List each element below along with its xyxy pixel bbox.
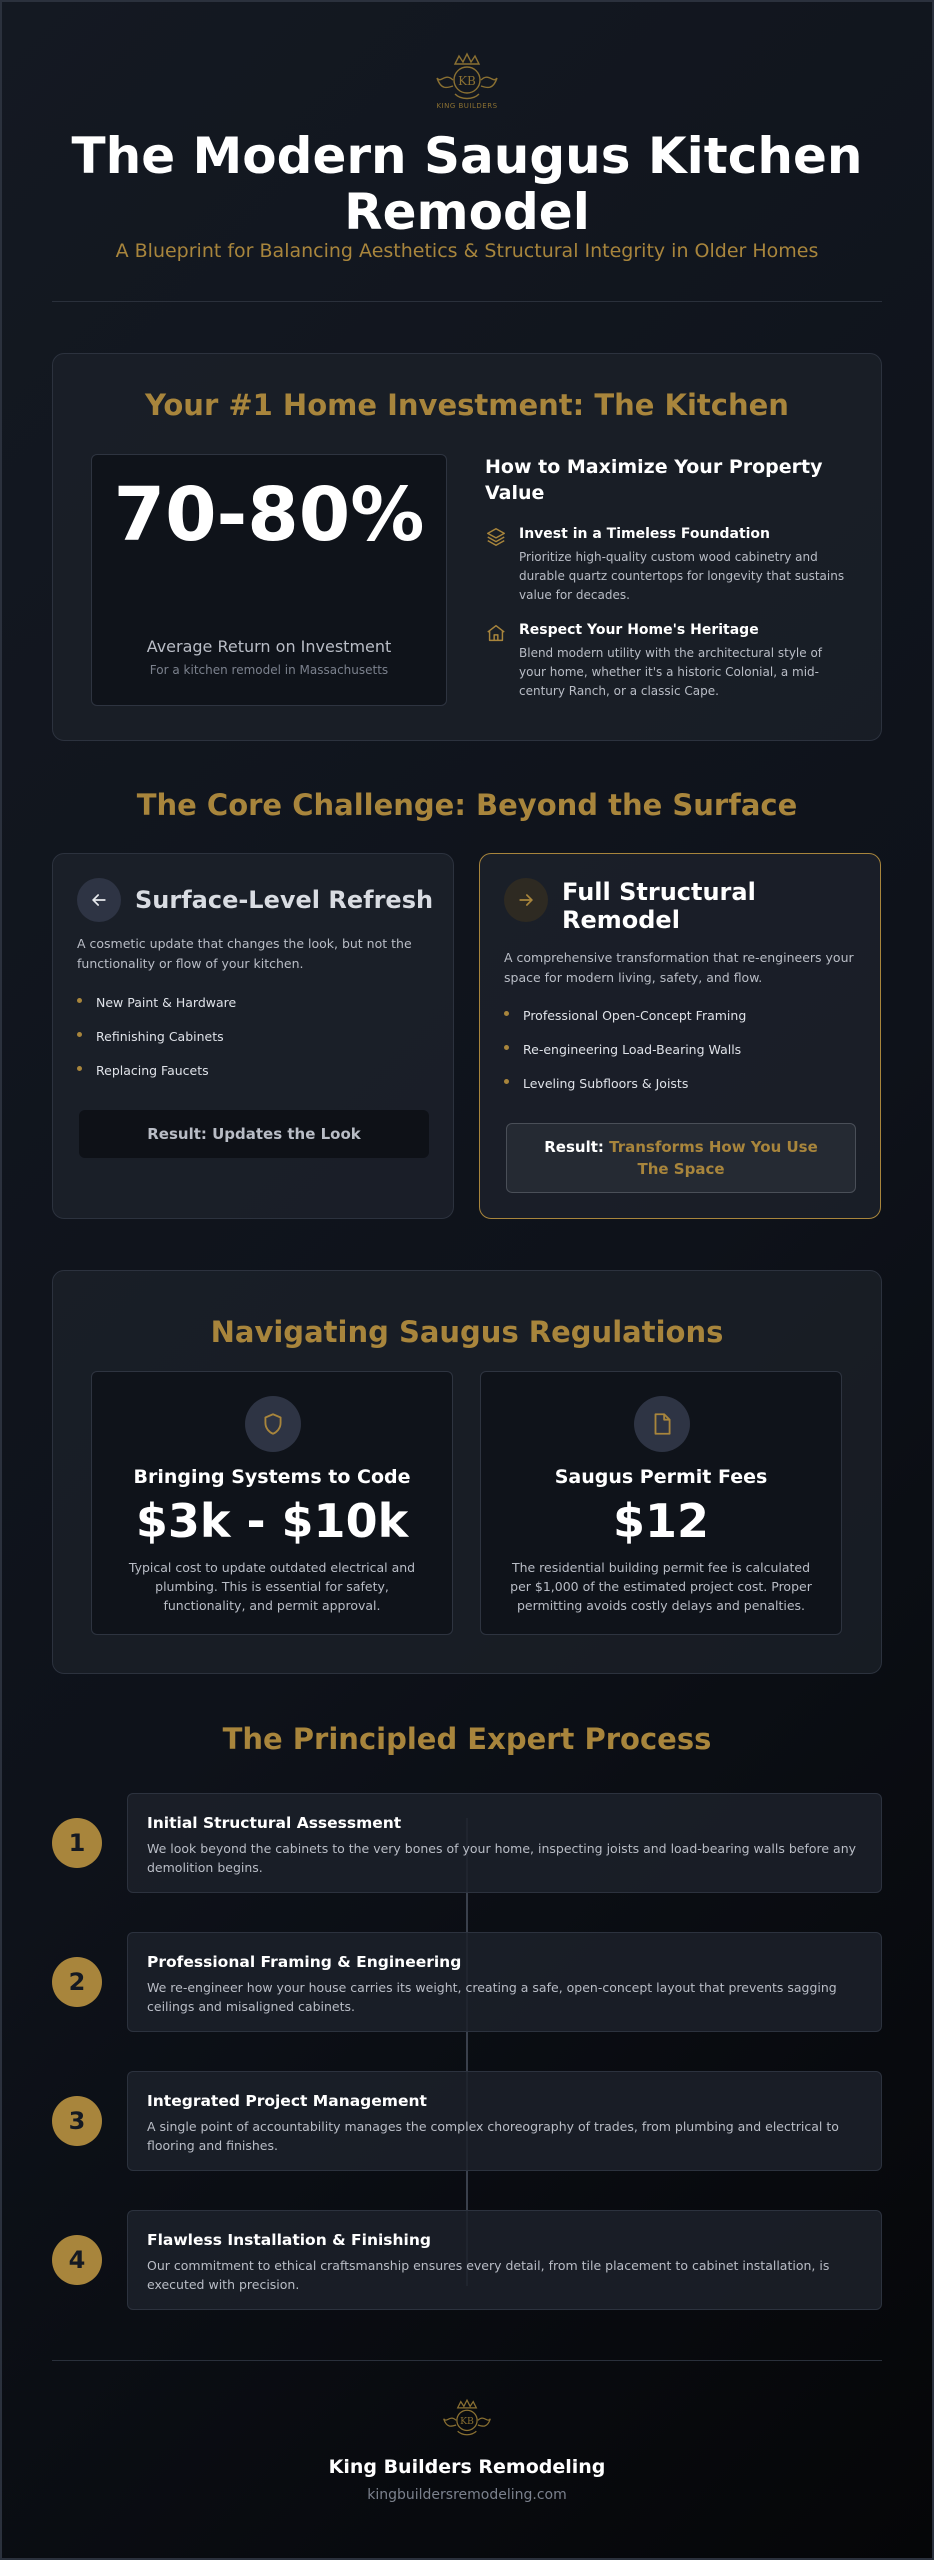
structural-remodel-title: Full Structural Remodel <box>562 878 756 934</box>
investment-title: Your #1 Home Investment: The Kitchen <box>145 388 789 422</box>
regulations-title: Navigating Saugus Regulations <box>210 1315 724 1349</box>
step-number: 2 <box>52 1957 102 2007</box>
step-title: Professional Framing & Engineering <box>147 1953 462 1971</box>
roi-stat-box <box>91 454 447 706</box>
step-desc: A single point of accountability manages the complex choreography of trades, from plumbing and electrical to flooring and finishes. <box>147 2119 839 2153</box>
list-item: Refinishing Cabinets <box>77 1029 224 1044</box>
challenge-title: The Core Challenge: Beyond the Surface <box>136 788 798 822</box>
permit-desc: The residential building permit fee is calculated per $1,000 of the estimated project cost. Proper permitting avoids costly delays and penalties. <box>510 1560 812 1613</box>
step-number: 1 <box>52 1818 102 1868</box>
arrow-right-icon <box>504 878 548 922</box>
roi-value: 70-80% <box>113 472 425 558</box>
structural-remodel-desc: A comprehensive transformation that re-engineers your space for modern living, safety, and flow. <box>504 950 854 985</box>
crown-crest-icon <box>439 2394 495 2442</box>
step-desc: We look beyond the cabinets to the very bones of your home, inspecting joists and load-bearing walls before any demolition begins. <box>147 1841 857 1875</box>
process-step <box>127 2210 882 2310</box>
code-cost-box <box>91 1371 453 1635</box>
svg-text:KB: KB <box>458 74 476 88</box>
permit-value: $12 <box>612 1494 710 1548</box>
investment-section <box>52 353 882 741</box>
process-step <box>127 1793 882 1893</box>
list-item: Replacing Faucets <box>77 1063 209 1078</box>
surface-refresh-card <box>52 853 454 1219</box>
process-step <box>127 2071 882 2171</box>
layers-icon <box>485 526 507 548</box>
step-desc: Our commitment to ethical craftsmanship ensures every detail, from tile placement to cabinet installation, is executed with precision. <box>147 2258 830 2292</box>
footer-logo <box>0 2394 934 2442</box>
crown-crest-icon <box>431 50 503 104</box>
maximize-item-desc: Prioritize high-quality custom wood cabinetry and durable quartz countertops for longevity that sustains value for decades. <box>519 550 845 602</box>
step-title: Initial Structural Assessment <box>147 1814 402 1832</box>
logo-subtext: KING BUILDERS <box>436 102 498 110</box>
code-title: Bringing Systems to Code <box>133 1466 411 1488</box>
surface-refresh-title: Surface-Level Refresh <box>135 886 434 914</box>
process-title: The Principled Expert Process <box>222 1722 712 1756</box>
process-step <box>127 1932 882 2032</box>
header-divider <box>52 301 882 302</box>
page-subtitle: A Blueprint for Balancing Aesthetics & Structural Integrity in Older Homes <box>115 240 819 262</box>
regulations-section <box>52 1270 882 1674</box>
brand-logo <box>0 50 934 114</box>
surface-refresh-desc: A cosmetic update that changes the look, but not the functionality or flow of your kitchen. <box>77 936 412 971</box>
shield-icon <box>245 1396 301 1452</box>
structural-result: Result: Transforms How You Use The Space <box>506 1123 856 1193</box>
roi-label: Average Return on Investment <box>146 637 392 656</box>
step-number: 4 <box>52 2235 102 2285</box>
document-icon <box>634 1396 690 1452</box>
arrow-left-icon <box>77 878 121 922</box>
list-item: New Paint & Hardware <box>77 995 236 1010</box>
step-desc: We re-engineer how your house carries its weight, creating a safe, open-concept layout that prevents sagging ceilings and misaligned cabinets. <box>147 1980 837 2014</box>
permit-title: Saugus Permit Fees <box>554 1466 768 1488</box>
roi-note: For a kitchen remodel in Massachusetts <box>149 663 389 677</box>
page-title: The Modern Saugus Kitchen Remodel <box>71 127 863 241</box>
surface-result: Result: Updates the Look <box>79 1110 429 1158</box>
maximize-item-title: Respect Your Home's Heritage <box>519 622 759 638</box>
list-item: Re-engineering Load-Bearing Walls <box>504 1042 741 1057</box>
footer-company-name: King Builders Remodeling <box>328 2456 606 2478</box>
maximize-item-title: Invest in a Timeless Foundation <box>519 526 771 542</box>
code-value: $3k - $10k <box>135 1494 409 1548</box>
house-icon <box>485 622 507 644</box>
permit-fee-box <box>480 1371 842 1635</box>
step-title: Flawless Installation & Finishing <box>147 2231 432 2249</box>
list-item: Leveling Subfloors & Joists <box>504 1076 688 1091</box>
structural-remodel-card <box>479 853 881 1219</box>
list-item: Professional Open-Concept Framing <box>504 1008 746 1023</box>
step-number: 3 <box>52 2096 102 2146</box>
step-title: Integrated Project Management <box>147 2092 427 2110</box>
footer-divider <box>52 2360 882 2361</box>
maximize-title: How to Maximize Your Property Value <box>485 456 823 504</box>
svg-text:KB: KB <box>460 2416 474 2428</box>
footer-website-link[interactable]: kingbuildersremodeling.com <box>367 2487 567 2503</box>
maximize-item-desc: Blend modern utility with the architectural style of your home, whether it's a historic Colonial, a mid-century Ranch, or a classic Cape. <box>519 646 823 698</box>
code-desc: Typical cost to update outdated electrical and plumbing. This is essential for safety, functionality, and permit approval. <box>128 1560 416 1613</box>
